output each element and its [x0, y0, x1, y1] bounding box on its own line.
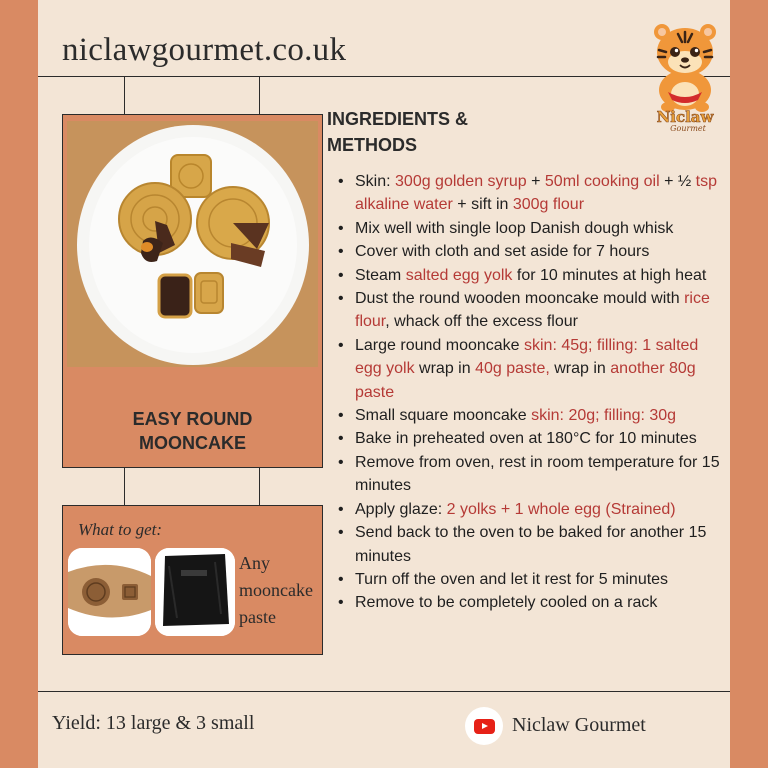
method-step	[355, 217, 725, 240]
ingredients-heading-line: METHODS	[327, 135, 417, 155]
recipe-photo-card	[62, 114, 323, 468]
mooncake-plate-image	[67, 121, 318, 367]
step-text: wrap in	[549, 360, 611, 378]
connector-line	[259, 467, 260, 505]
step-text: , whack off the excess flour	[385, 313, 578, 331]
youtube-badge[interactable]	[465, 707, 503, 745]
recipe-title-line: MOONCAKE	[139, 433, 246, 453]
paste-bag-icon	[155, 548, 235, 636]
step-text: Remove to be completely cooled on a rack	[355, 594, 658, 612]
method-step	[355, 334, 725, 404]
youtube-play-icon	[474, 719, 495, 734]
method-step	[355, 451, 725, 498]
highlighted-ingredient: 2 yolks + 1 whole egg (Strained)	[446, 500, 676, 518]
mooncake-mould-icon	[68, 548, 151, 636]
step-text: Mix well with single loop Danish dough whisk	[355, 219, 674, 237]
step-text: Turn off the oven and let it rest for 5 minutes	[355, 570, 669, 588]
highlighted-ingredient: 300g flour	[512, 196, 585, 214]
site-title: niclawgourmet.co.uk	[62, 32, 347, 68]
method-step	[355, 427, 725, 450]
step-text: Send back to the oven to be baked for another 15 minutes	[355, 524, 707, 565]
wooden-mould-image	[68, 548, 151, 636]
connector-line	[124, 467, 125, 505]
method-step	[355, 568, 725, 591]
recipe-title-line: EASY ROUND	[132, 409, 253, 429]
method-step	[355, 498, 725, 521]
step-text: Small square mooncake	[355, 407, 532, 425]
recipe-title	[63, 407, 322, 455]
highlighted-ingredient: another 80g paste	[355, 360, 696, 401]
what-to-get-card	[62, 505, 323, 655]
step-text: +	[526, 173, 545, 190]
method-step	[355, 240, 725, 263]
method-step	[355, 521, 725, 568]
method-steps-list	[355, 170, 725, 615]
channel-name[interactable]: Niclaw Gourmet	[512, 714, 646, 736]
highlighted-ingredient: 40g paste,	[475, 360, 550, 378]
step-text: for 10 minutes at high heat	[512, 266, 707, 284]
what-to-get-description	[239, 550, 323, 631]
step-text: Dust the round wooden mooncake mould with	[355, 290, 685, 308]
footer-divider	[38, 691, 730, 692]
step-text: Steam	[355, 266, 406, 284]
method-step	[355, 404, 725, 427]
logo-brand-text: Niclaw	[656, 108, 714, 126]
niclaw-gourmet-logo	[638, 10, 730, 132]
logo-brand-subtext: Gourmet	[670, 124, 706, 132]
method-step	[355, 287, 725, 334]
highlighted-ingredient: 50ml cooking oil	[544, 173, 660, 190]
highlighted-ingredient: skin: 45g; filling: 1 salted egg yolk	[355, 336, 699, 378]
step-text: Bake in preheated oven at 180°C for 10 minutes	[355, 430, 697, 448]
connector-line	[124, 76, 125, 114]
ingredients-heading	[327, 106, 507, 158]
mooncake-photo	[67, 121, 318, 367]
highlighted-ingredient: 300g golden syrup	[395, 173, 527, 190]
step-text: wrap in	[414, 360, 476, 378]
method-step	[355, 264, 725, 287]
what-to-get-text-line: Any	[239, 553, 270, 573]
connector-line	[259, 76, 260, 114]
header-divider	[38, 76, 730, 77]
highlighted-ingredient: salted egg yolk	[405, 266, 513, 284]
what-to-get-text-line: paste	[239, 607, 276, 627]
what-to-get-title: What to get:	[78, 520, 163, 539]
step-text: Skin:	[355, 173, 396, 190]
method-step	[355, 591, 725, 614]
tiger-mascot-icon	[638, 10, 730, 132]
what-to-get-text-line: mooncake	[239, 580, 313, 600]
highlighted-ingredient: skin: 20g; filling: 30g	[531, 407, 677, 425]
step-text: Large round mooncake	[355, 336, 524, 354]
yield-text: Yield: 13 large & 3 small	[52, 712, 255, 734]
paste-pack-image	[155, 548, 235, 636]
method-step	[355, 170, 725, 217]
step-text: + ½	[659, 173, 696, 190]
step-text: Apply glaze:	[355, 500, 447, 518]
highlighted-ingredient: tsp alkaline water	[355, 173, 718, 214]
highlighted-ingredient: rice flour	[355, 290, 710, 331]
step-text: + sift in	[452, 196, 513, 214]
ingredients-heading-line: INGREDIENTS &	[327, 109, 469, 129]
step-text: Cover with cloth and set aside for 7 hours	[355, 243, 650, 261]
step-text: Remove from oven, rest in room temperature for 15 minutes	[355, 453, 720, 495]
